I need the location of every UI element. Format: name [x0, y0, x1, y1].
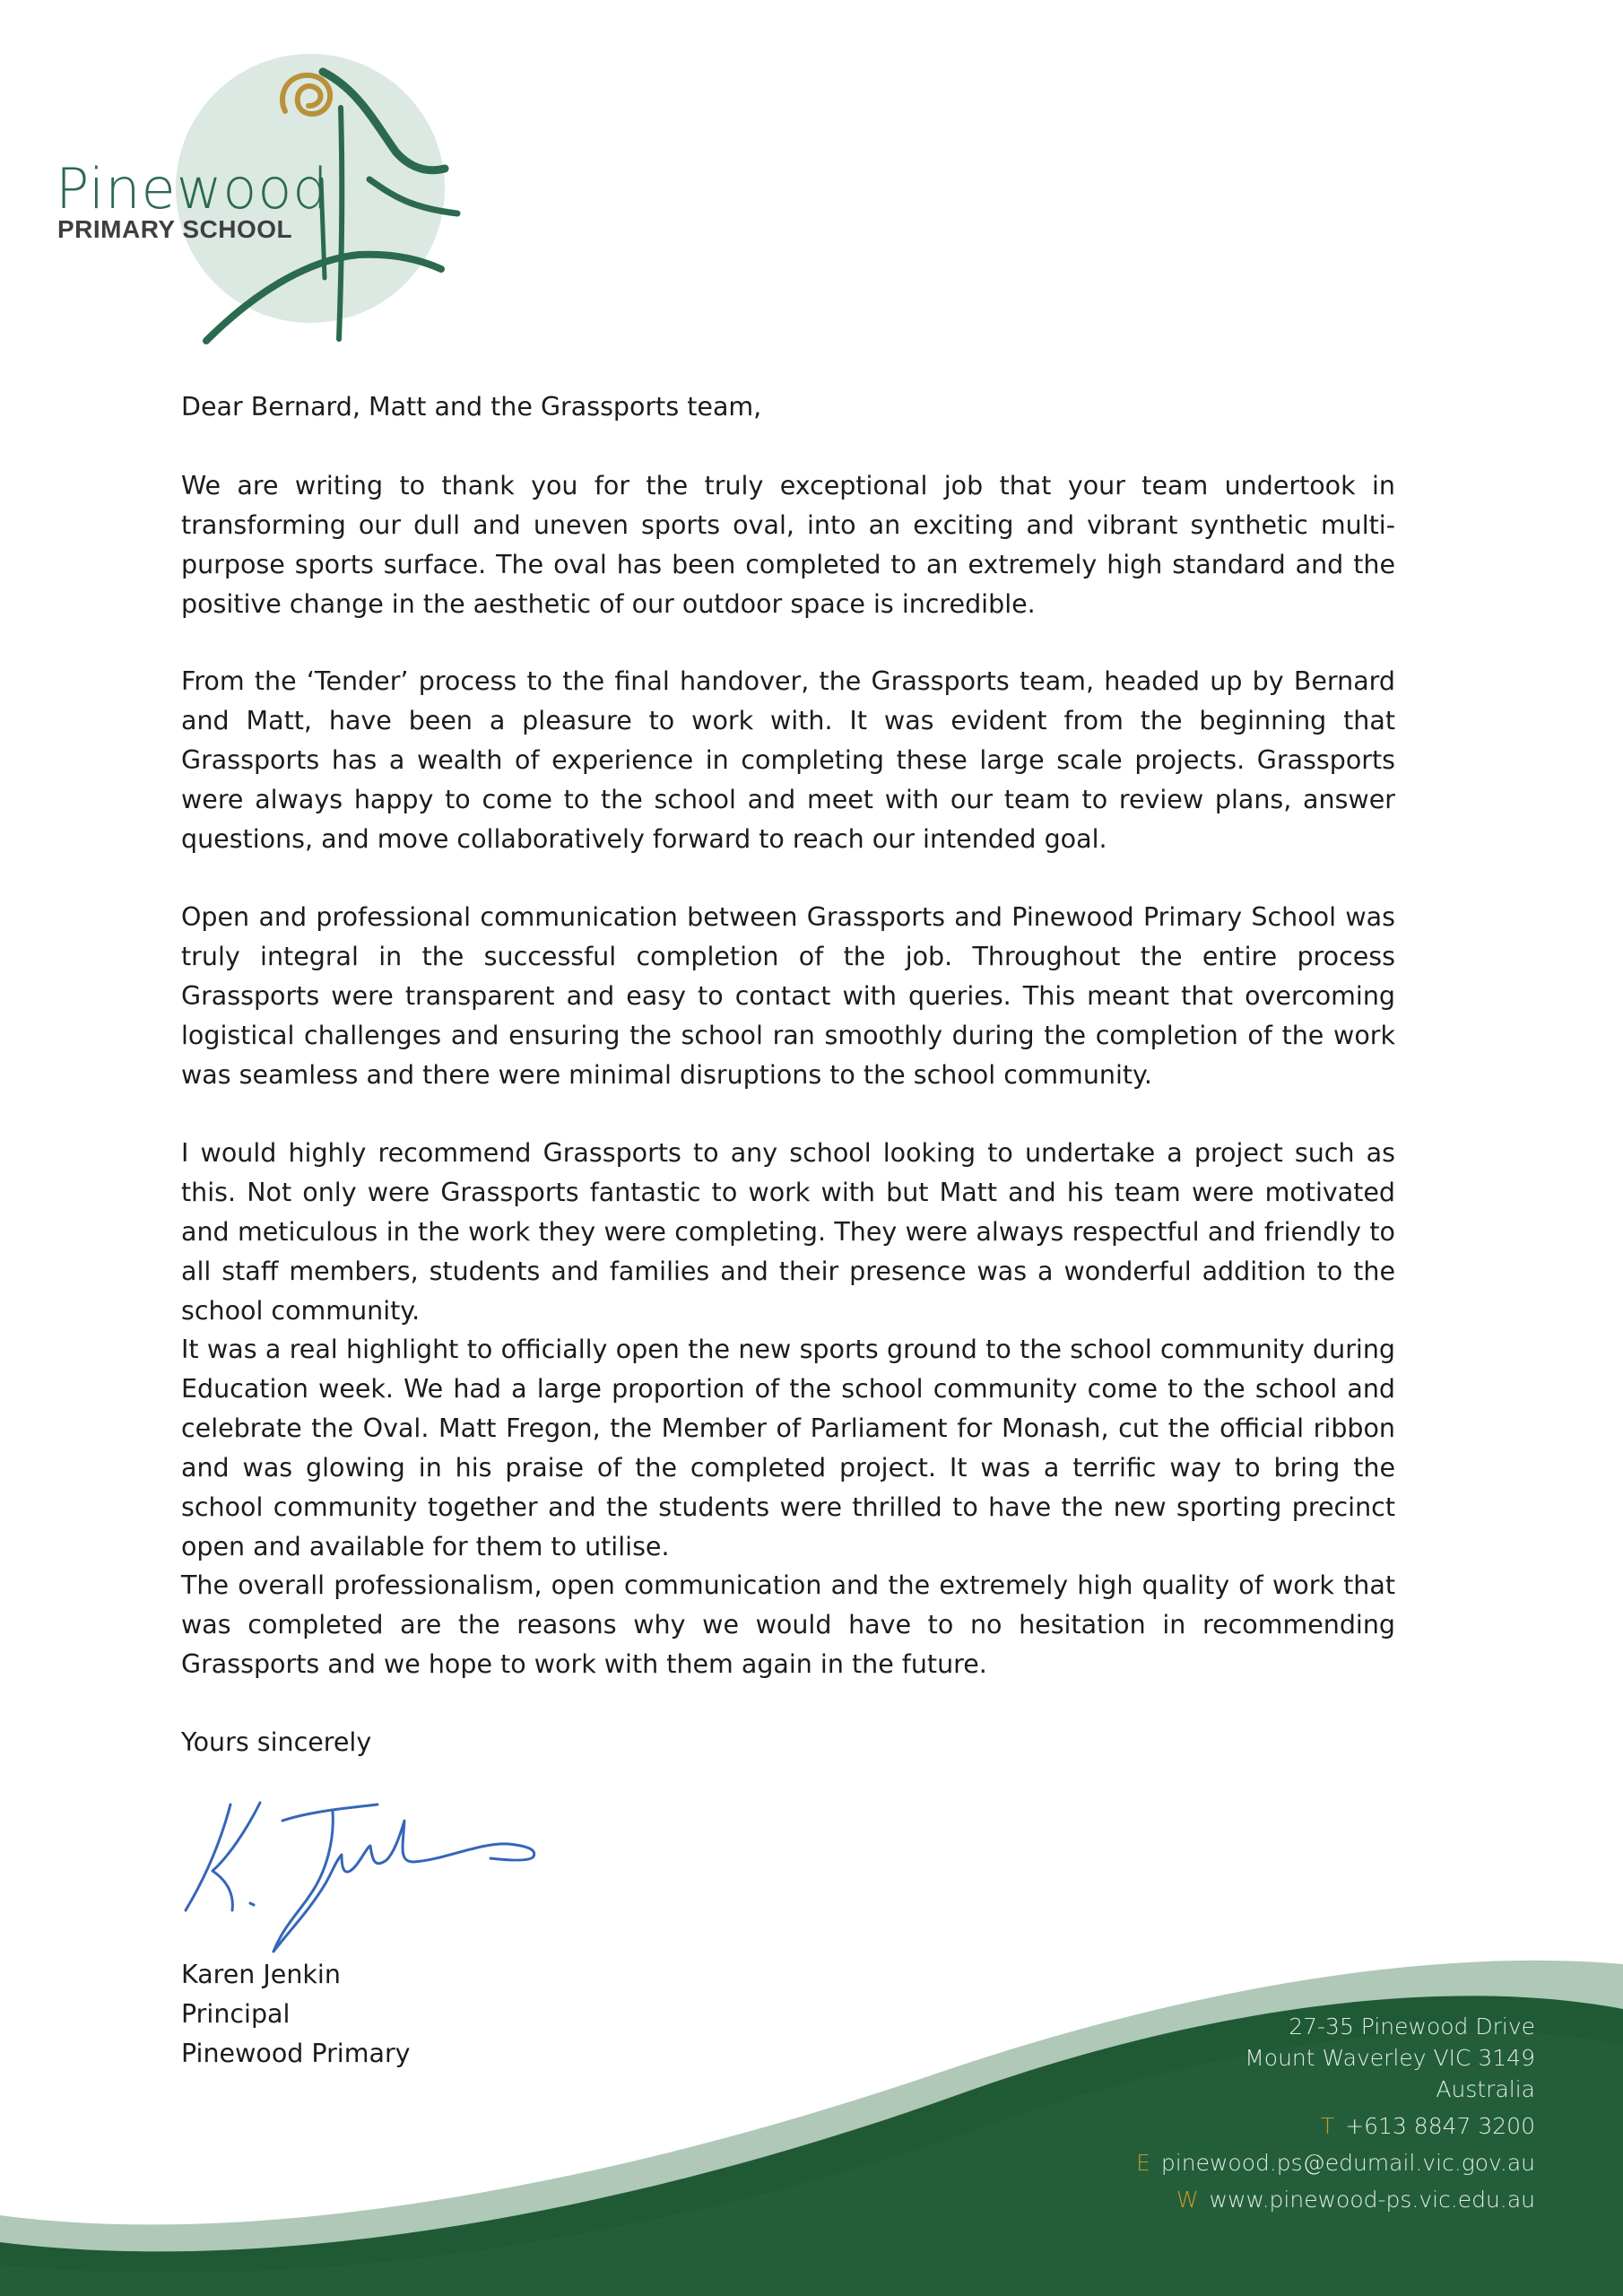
logo-trunk [339, 108, 342, 339]
footer-contact [1136, 2011, 1535, 2215]
school-name: Pinewood [56, 156, 329, 222]
web-key: W [1176, 2187, 1199, 2213]
closing: Yours sincerely [181, 1727, 372, 1757]
address-line: Mount Waverley VIC 3149 [1245, 2045, 1535, 2071]
phone-value: +613 8847 3200 [1345, 2113, 1535, 2139]
address-line: Australia [1436, 2076, 1535, 2102]
letter-paragraph: We are writing to thank you for the truly exceptional job that your team undertook in transforming our dull and uneven sports oval, into an exciting and vibrant synthetic multi-purpose sports surface. The oval has been completed to an extremely high standard and the positive change in the aesthetic of our outdoor space is incredible. [181, 471, 1395, 619]
web-row [1136, 2184, 1535, 2215]
letter-paragraph: From the ‘Tender’ process to the final handover, the Grassports team, headed up by Bernard and Matt, have been a pleasure to work with. It was evident from the beginning that Grassports has a wealth of experience in completing these large scale projects. Grassports were always happy to come to the school and meet with our team to review plans, answer questions, and move collaboratively forward to reach our intended goal. [181, 666, 1395, 854]
signatory-org: Pinewood Primary [181, 2039, 411, 2068]
address-line: 27-35 Pinewood Drive [1289, 2013, 1535, 2039]
letter-paragraph: I would highly recommend Grassports to any school looking to undertake a project such as this. Not only were Grassports fantastic to work with but Matt and his team were motivated and meticulous in the work they were completing. They were always respectful and friendly to all staff members, students and families and their presence was a wonderful addition to the school community. [181, 1138, 1395, 1326]
signatory-title: Principal [181, 1999, 291, 2029]
phone-key: T [1320, 2113, 1335, 2139]
phone-row [1136, 2110, 1535, 2142]
school-subtitle: PRIMARY SCHOOL [57, 215, 293, 243]
email-value: pinewood.ps@edumail.vic.gov.au [1160, 2150, 1535, 2176]
letter-paragraph: Open and professional communication between Grassports and Pinewood Primary School was truly integral in the successful completion of the job. Throughout the entire process Grassports were transparent and easy to contact with queries. This meant that overcoming logistical challenges and ensuring the school ran smoothly during the completion of the work was seamless and there were minimal disruptions to the school community. [181, 902, 1395, 1090]
email-key: E [1136, 2150, 1150, 2176]
web-value: www.pinewood-ps.vic.edu.au [1209, 2187, 1535, 2213]
letter-paragraph: The overall professionalism, open communication and the extremely high quality of work that was completed are the reasons why we would have to no hesitation in recommending Grassports and we hope to work with them again in the future. [181, 1570, 1395, 1679]
email-row [1136, 2147, 1535, 2179]
salutation: Dear Bernard, Matt and the Grassports team, [181, 392, 762, 422]
letter-paragraph: It was a real highlight to officially open the new sports ground to the school community during Education week. We had a large proportion of the school community come to the school and celebrate the Oval. Matt Fregon, the Member of Parliament for Monash, cut the official ribbon and was glowing in his praise of the completed project. It was a terrific way to bring the school community together and the students were thrilled to have the new sporting precinct open and available for them to utilise. [181, 1335, 1395, 1561]
signatory-name: Karen Jenkin [181, 1960, 341, 1989]
